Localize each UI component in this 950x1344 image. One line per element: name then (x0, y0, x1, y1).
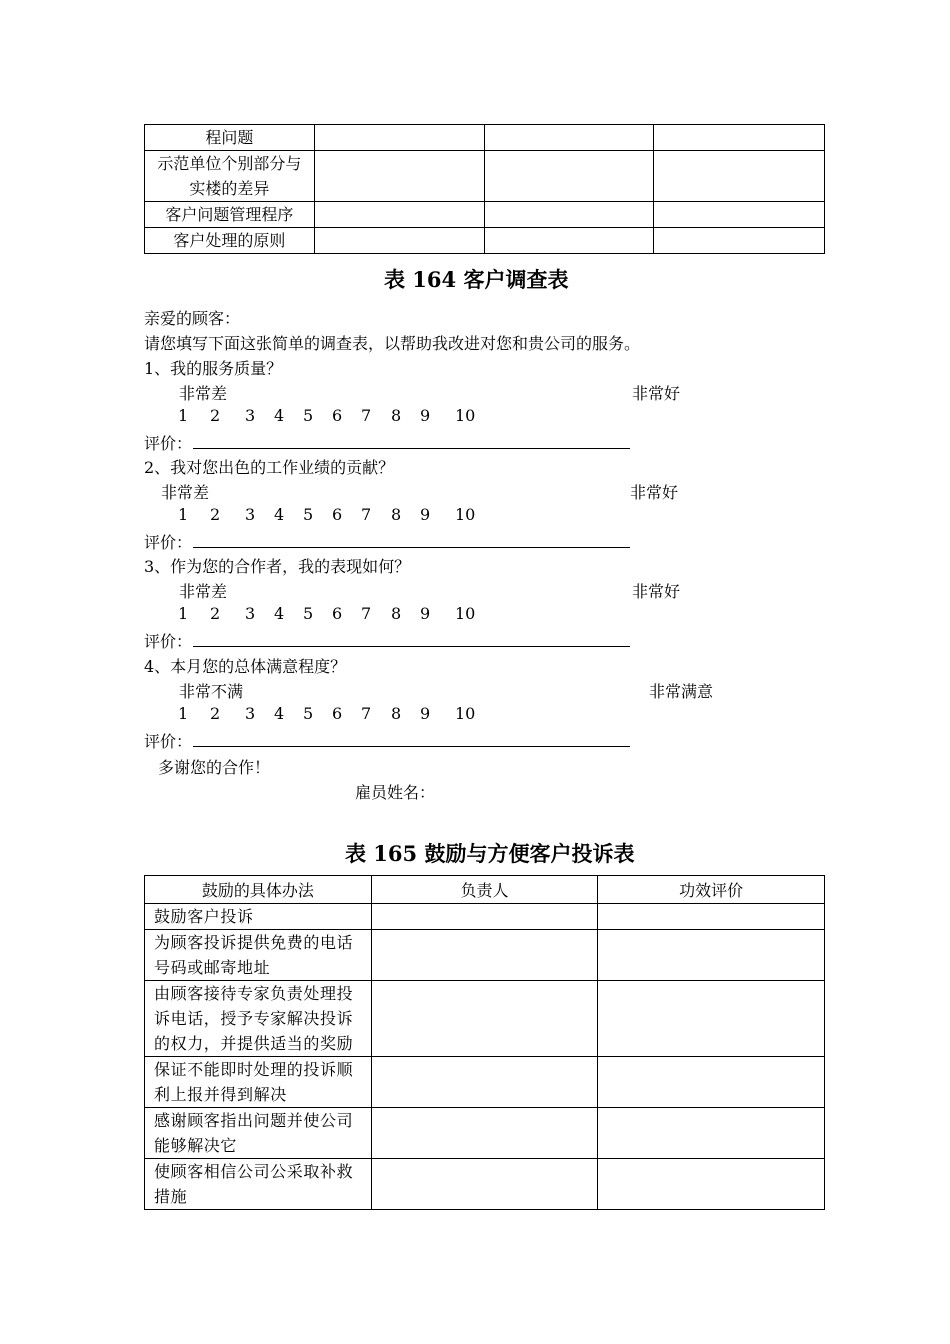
complaint-table-title: 表 165 鼓励与方便客户投诉表 (345, 841, 635, 866)
rating-option[interactable]: 7 (361, 505, 372, 524)
table-cell (371, 930, 598, 981)
table-row (145, 981, 825, 1057)
question-text: 2、我对您出色的工作业绩的贡献？ (144, 458, 395, 477)
scale-low-label: 非常差 (179, 582, 228, 601)
rating-option[interactable]: 8 (391, 604, 402, 623)
table-row (145, 1057, 825, 1108)
table-cell: 程问题 (145, 125, 315, 151)
table-cell (654, 202, 825, 228)
rating-option[interactable]: 4 (274, 604, 285, 623)
comment-label: 评价： (144, 632, 193, 651)
rating-option[interactable]: 1 (178, 704, 189, 723)
question-text: 3、作为您的合作者，我的表现如何？ (144, 557, 411, 576)
rating-option[interactable]: 5 (303, 604, 314, 623)
table-cell (314, 125, 484, 151)
table-row (145, 930, 825, 981)
rating-option[interactable]: 8 (391, 505, 402, 524)
rating-option[interactable]: 2 (210, 505, 221, 524)
column-header: 负责人 (371, 876, 598, 904)
rating-option[interactable]: 9 (420, 704, 431, 723)
table-cell (371, 1057, 598, 1108)
rating-option[interactable]: 9 (420, 505, 431, 524)
question-text: 4、本月您的总体满意程度？ (144, 657, 347, 676)
complaint-table (144, 875, 825, 1210)
rating-option[interactable]: 7 (361, 406, 372, 425)
rating-option[interactable]: 3 (245, 505, 256, 524)
survey-title: 表 164 客户调查表 (384, 267, 569, 292)
rating-option[interactable]: 1 (178, 406, 189, 425)
scale-high-label: 非常好 (632, 384, 681, 403)
rating-option[interactable]: 5 (303, 406, 314, 425)
rating-option[interactable]: 10 (455, 604, 476, 623)
scale-high-label: 非常好 (632, 582, 681, 601)
rating-option[interactable]: 1 (178, 505, 189, 524)
rating-option[interactable]: 6 (332, 704, 343, 723)
intro-text: 请您填写下面这张简单的调查表，以帮助我改进对您和贵公司的服务。 (144, 334, 641, 353)
rating-option[interactable]: 2 (210, 604, 221, 623)
rating-option[interactable]: 1 (178, 604, 189, 623)
table-cell (314, 202, 484, 228)
rating-option[interactable]: 9 (420, 604, 431, 623)
table-cell (598, 981, 825, 1057)
table-cell (598, 1159, 825, 1210)
table-cell (371, 904, 598, 930)
rating-option[interactable]: 7 (361, 704, 372, 723)
employee-name-label: 雇员姓名： (355, 783, 436, 802)
table-cell (371, 981, 598, 1057)
table-row (145, 1108, 825, 1159)
comment-line-field[interactable] (193, 646, 630, 647)
table-cell (598, 904, 825, 930)
greeting: 亲爱的顾客： (144, 309, 241, 328)
table-row (145, 125, 825, 151)
comment-label: 评价： (144, 533, 193, 552)
rating-option[interactable]: 9 (420, 406, 431, 425)
table-row (145, 904, 825, 930)
table-cell (371, 1108, 598, 1159)
table-cell: 保证不能即时处理的投诉顺利上报并得到解决 (145, 1057, 372, 1108)
comment-line-field[interactable] (193, 547, 630, 548)
scale-low-label: 非常不满 (179, 682, 244, 701)
table-cell (145, 151, 315, 202)
table-cell (654, 125, 825, 151)
table-cell (484, 125, 654, 151)
rating-option[interactable]: 2 (210, 704, 221, 723)
rating-option[interactable]: 3 (245, 704, 256, 723)
comment-line-field[interactable] (193, 746, 630, 747)
rating-option[interactable]: 2 (210, 406, 221, 425)
scale-low-label: 非常差 (161, 483, 210, 502)
table-cell (654, 151, 825, 202)
table-cell (484, 151, 654, 202)
rating-option[interactable]: 10 (455, 406, 476, 425)
table-row (145, 202, 825, 228)
rating-option[interactable]: 3 (245, 604, 256, 623)
table-cell (314, 151, 484, 202)
top-table (144, 124, 825, 254)
rating-option[interactable]: 6 (332, 406, 343, 425)
rating-option[interactable]: 4 (274, 505, 285, 524)
column-header: 鼓励的具体办法 (145, 876, 372, 904)
table-cell: 感谢顾客指出问题并使公司能够解决它 (145, 1108, 372, 1159)
table-cell: 使顾客相信公司公采取补救措施 (145, 1159, 372, 1210)
scale-low-label: 非常差 (179, 384, 228, 403)
table-cell (484, 202, 654, 228)
rating-option[interactable]: 7 (361, 604, 372, 623)
table-cell (598, 1108, 825, 1159)
rating-option[interactable]: 10 (455, 704, 476, 723)
table-row (145, 228, 825, 254)
comment-line-field[interactable] (193, 448, 630, 449)
table-cell (371, 1159, 598, 1210)
cell-text-line: 实楼的差异 (189, 179, 270, 198)
table-header-row (145, 876, 825, 904)
rating-option[interactable]: 4 (274, 406, 285, 425)
rating-option[interactable]: 3 (245, 406, 256, 425)
rating-option[interactable]: 5 (303, 704, 314, 723)
rating-option[interactable]: 6 (332, 604, 343, 623)
table-cell: 为顾客投诉提供免费的电话号码或邮寄地址 (145, 930, 372, 981)
table-cell (598, 1057, 825, 1108)
table-row (145, 1159, 825, 1210)
table-row (145, 151, 825, 202)
table-cell (314, 228, 484, 254)
column-header: 功效评价 (598, 876, 825, 904)
table-cell (484, 228, 654, 254)
comment-label: 评价： (144, 434, 193, 453)
rating-option[interactable]: 5 (303, 505, 314, 524)
table-cell (654, 228, 825, 254)
rating-option[interactable]: 8 (391, 406, 402, 425)
rating-option[interactable]: 6 (332, 505, 343, 524)
table-cell: 鼓励客户投诉 (145, 904, 372, 930)
thanks-text: 多谢您的合作！ (158, 758, 271, 777)
table-cell: 客户处理的原则 (145, 228, 315, 254)
table-cell (598, 930, 825, 981)
rating-option[interactable]: 4 (274, 704, 285, 723)
scale-high-label: 非常好 (630, 483, 679, 502)
scale-high-label: 非常满意 (649, 682, 714, 701)
cell-text-line: 示范单位个别部分与 (157, 154, 302, 173)
comment-label: 评价： (144, 732, 193, 751)
table-cell: 由顾客接待专家负责处理投诉电话，授予专家解决投诉的权力，并提供适当的奖励 (145, 981, 372, 1057)
table-cell: 客户问题管理程序 (145, 202, 315, 228)
rating-option[interactable]: 10 (455, 505, 476, 524)
rating-option[interactable]: 8 (391, 704, 402, 723)
question-text: 1、我的服务质量？ (144, 359, 283, 378)
